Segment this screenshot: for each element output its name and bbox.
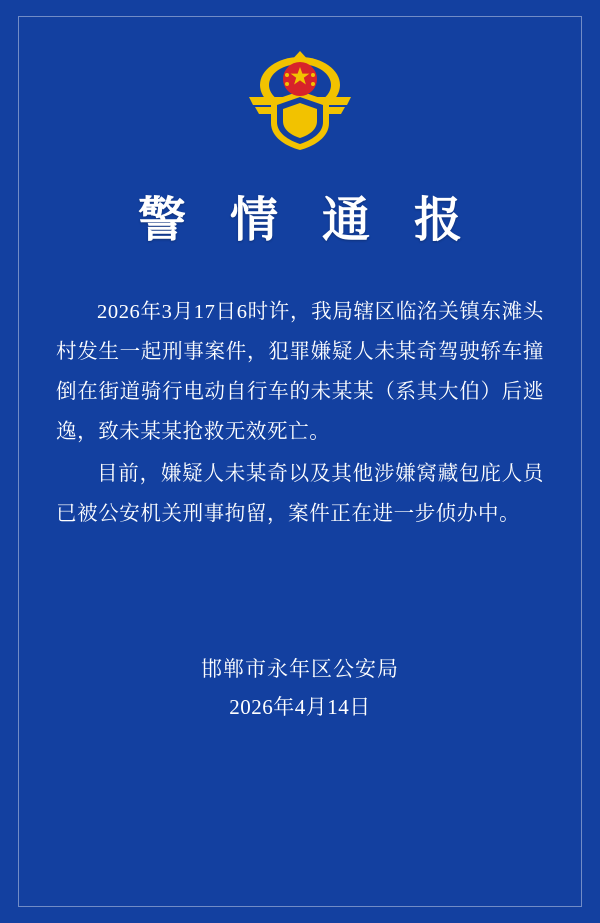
emblem-container (0, 0, 600, 153)
notice-body (56, 292, 544, 534)
notice-paragraph-2: 目前，嫌疑人未某奇以及其他涉嫌窝藏包庇人员已被公安机关刑事拘留，案件正在进一步侦办中。 (56, 463, 544, 525)
notice-paragraph-1: 2026年3月17日6时许，我局辖区临洺关镇东滩头村发生一起刑事案件，犯罪嫌疑人未某奇驾驶轿车撞倒在街道骑行电动自行车的未某某（系其大伯）后逃逸，致未某某抢救无效死亡。 (56, 301, 544, 443)
page-title: 警 情 通 报 (137, 194, 478, 247)
issue-date: 2026年4月14日 (229, 695, 371, 719)
issuing-organization: 邯郸市永年区公安局 (201, 657, 399, 681)
china-police-emblem-icon (241, 45, 359, 153)
signature-block (0, 650, 600, 726)
